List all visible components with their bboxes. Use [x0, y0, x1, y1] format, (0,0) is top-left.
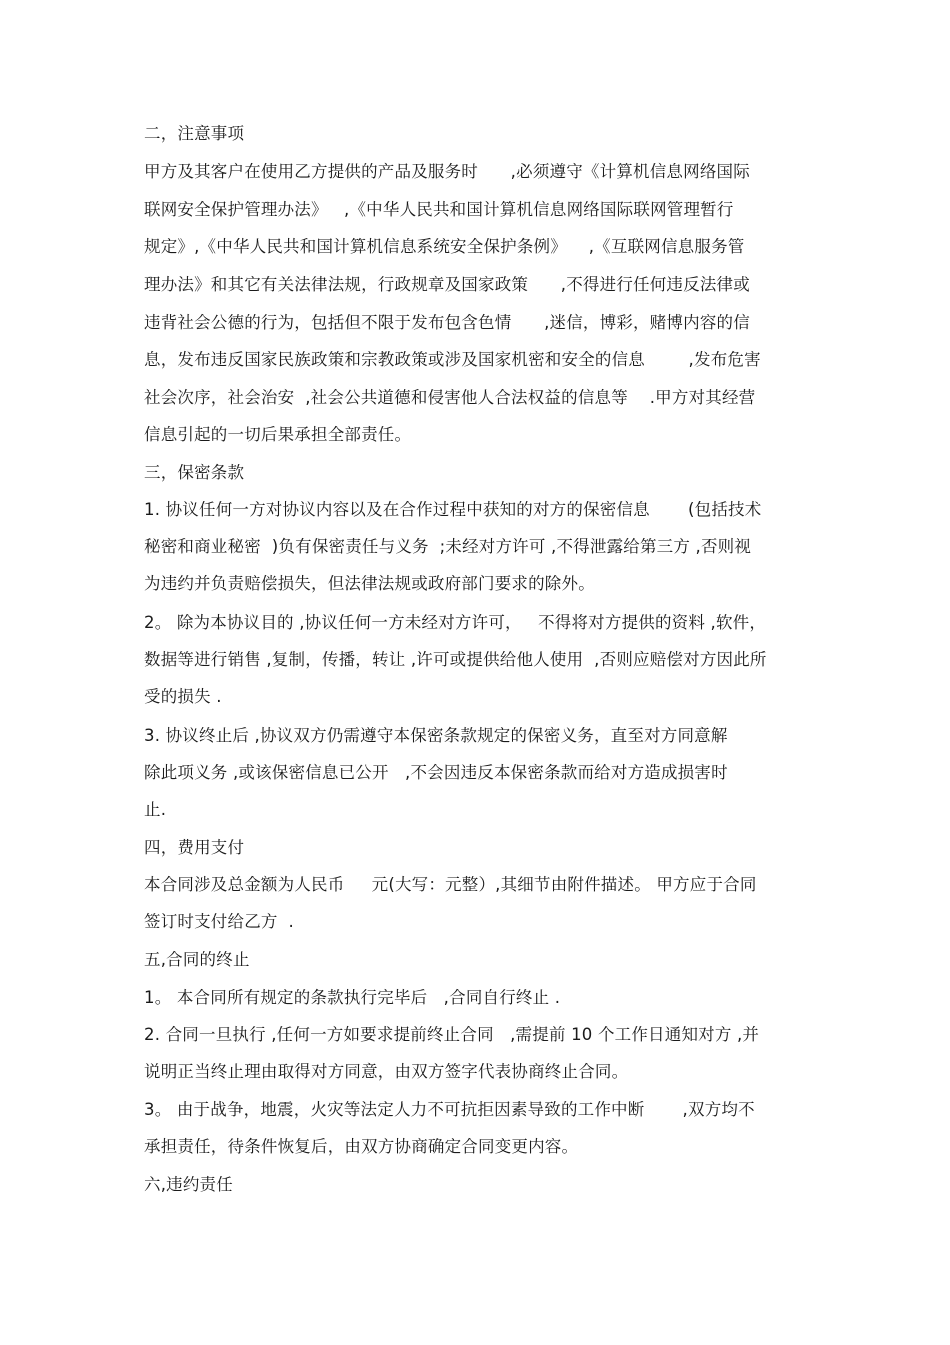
- paragraph-line: 承担责任，待条件恢复后，由双方协商确定合同变更内容。: [144, 1137, 579, 1156]
- paragraph-line: 社会次序，社会治安 ,社会公共道德和侵害他人合法权益的信息等 .甲方对其经营: [144, 388, 756, 407]
- paragraph-line: 签订时支付给乙方 .: [144, 912, 294, 931]
- paragraph-line: 1. 协议任何一方对协议内容以及在合作过程中获知的对方的保密信息 (包括技术: [144, 500, 762, 519]
- paragraph-line: 规定》,《中华人民共和国计算机信息系统安全保护条例》 ,《互联网信息服务管: [144, 237, 745, 256]
- paragraph-line: 1。 本合同所有规定的条款执行完毕后 ,合同自行终止 .: [144, 988, 561, 1007]
- section-heading-termination: 五,合同的终止: [144, 950, 250, 969]
- paragraph-line: 止.: [144, 800, 167, 819]
- paragraph-line: 3. 协议终止后 ,协议双方仍需遵守本保密条款规定的保密义务，直至对方同意解: [144, 726, 728, 745]
- paragraph-line: 理办法》和其它有关法律法规，行政规章及国家政策 ,不得进行任何违反法律或: [144, 275, 750, 294]
- paragraph-line: 本合同涉及总金额为人民币 元(大写：元整）,其细节由附件描述。 甲方应于合同: [144, 875, 757, 894]
- paragraph-line: 受的损失 .: [144, 687, 222, 706]
- section-heading-confidentiality: 三，保密条款: [144, 463, 245, 482]
- paragraph-line: 2。 除为本协议目的 ,协议任何一方未经对方许可， 不得将对方提供的资料 ,软件，: [144, 613, 767, 632]
- paragraph-line: 甲方及其客户在使用乙方提供的产品及服务时 ,必须遵守《计算机信息网络国际: [144, 162, 750, 181]
- paragraph-line: 违背社会公德的行为，包括但不限于发布包含色情 ,迷信，博彩，赌博内容的信: [144, 313, 750, 332]
- paragraph-line: 说明正当终止理由取得对方同意，由双方签字代表协商终止合同。: [144, 1062, 629, 1081]
- paragraph-line: 除此项义务 ,或该保密信息已公开 ,不会因违反本保密条款而给对方造成损害时: [144, 763, 728, 782]
- section-heading-liability: 六,违约责任: [144, 1175, 233, 1194]
- section-heading-payment: 四，费用支付: [144, 838, 245, 857]
- paragraph-line: 数据等进行销售 ,复制，传播，转让 ,许可或提供给他人使用 ,否则应赔偿对方因此所: [144, 650, 767, 669]
- paragraph-line: 3。 由于战争，地震，火灾等法定人力不可抗拒因素导致的工作中断 ,双方均不: [144, 1100, 755, 1119]
- paragraph-line: 为违约并负责赔偿损失，但法律法规或政府部门要求的除外。: [144, 574, 595, 593]
- paragraph-line: 联网安全保护管理办法》 ,《中华人民共和国计算机信息网络国际联网管理暂行: [144, 200, 734, 219]
- paragraph-line: 秘密和商业秘密 )负有保密责任与义务 ;未经对方许可 ,不得泄露给第三方 ,否则视: [144, 537, 752, 556]
- paragraph-line: 2. 合同一旦执行 ,任何一方如要求提前终止合同 ,需提前 10 个工作日通知对方 ,并: [144, 1025, 760, 1044]
- paragraph-line: 息，发布违反国家民族政策和宗教政策或涉及国家机密和安全的信息 ,发布危害: [144, 350, 761, 369]
- paragraph-line: 信息引起的一切后果承担全部责任。: [144, 425, 412, 444]
- section-heading-notes: 二，注意事项: [144, 124, 245, 143]
